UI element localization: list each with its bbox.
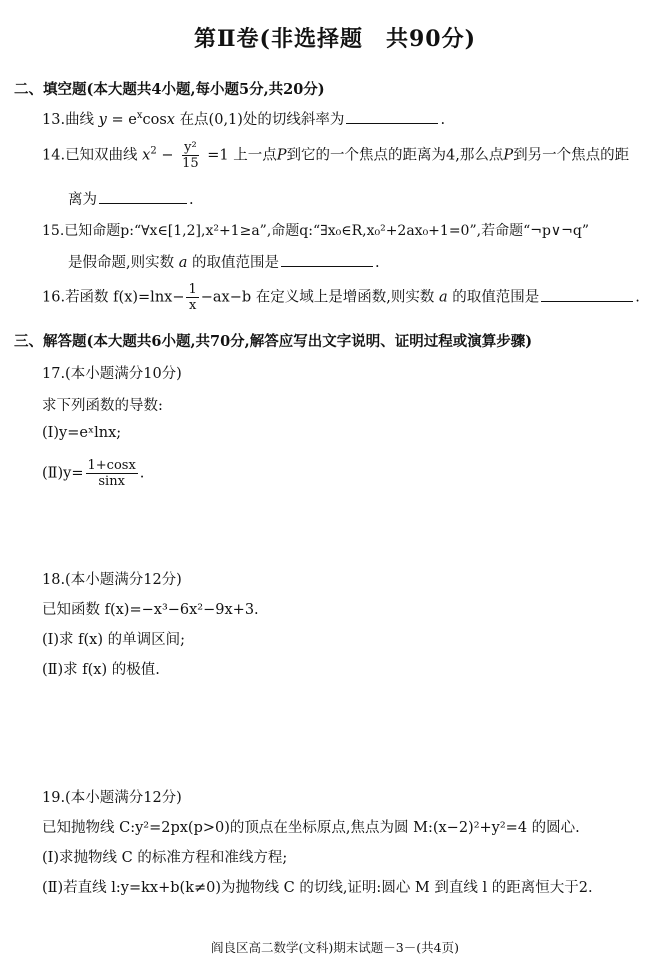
question-19-part-1: (Ⅰ)求抛物线 C 的标准方程和准线方程; bbox=[42, 850, 288, 866]
q16-fraction: $\frac{1}{x}$ bbox=[188, 282, 197, 313]
answer-blank[interactable] bbox=[99, 202, 187, 204]
answer-blank[interactable] bbox=[346, 122, 438, 124]
question-17-heading: 17.(本小题满分10分) bbox=[42, 366, 182, 382]
question-19-heading: 19.(本小题满分12分) bbox=[42, 790, 182, 806]
page-footer: 阎良区高二数学(文科)期末试题－3－(共4页) bbox=[211, 940, 459, 955]
question-15-continued: 是假命题,则实数 a 的取值范围是 . bbox=[68, 255, 380, 271]
page-title: 第Ⅱ卷(非选择题 共90分) bbox=[194, 26, 476, 52]
question-14-continued: 离为 . bbox=[68, 192, 194, 208]
question-17-part-1: (Ⅰ)y=eˣlnx; bbox=[42, 425, 122, 441]
section-fill-in-heading: 二、填空题(本大题共4小题,每小题5分,共20分) bbox=[14, 81, 325, 98]
q13-curve-formula: y bbox=[98, 112, 107, 128]
question-19-intro: 已知抛物线 C:y²=2px(p>0)的顶点在坐标原点,焦点为圆 M:(x−2)²+y²=4 的圆心. bbox=[42, 820, 580, 836]
question-17-intro: 求下列函数的导数: bbox=[42, 398, 163, 414]
q14-fraction: $\frac{\text{y²}}{15}$ bbox=[182, 140, 199, 171]
question-19-part-2: (Ⅱ)若直线 l:y=kx+b(k≠0)为抛物线 C 的切线,证明:圆心 M 到直线 l 的距离恒大于2. bbox=[42, 880, 593, 896]
question-13: 13.曲线 $y = e^x\cos x$ 在点(0,1)处的切线斜率为 . bbox=[42, 110, 446, 128]
section-solutions-heading: 三、解答题(本大题共6小题,共70分,解答应写出文字说明、证明过程或演算步骤) bbox=[14, 333, 533, 350]
question-18-part-1: (Ⅰ)求 f(x) 的单调区间; bbox=[42, 632, 186, 648]
question-14: 14.已知双曲线 $x^2$ − $\frac{\text{y²}}{15}$ =1 上一点P到它的一个焦点的距离为4,那么点P到另一个焦点的距 bbox=[42, 140, 630, 171]
question-18-intro: 已知函数 f(x)=−x³−6x²−9x+3. bbox=[42, 602, 259, 618]
question-17-part-2: (Ⅱ)y= $\frac{1+\cos x}{\sin x}$ . bbox=[42, 458, 145, 489]
q17-fraction: $\frac{1+\cos x}{\sin x}$ bbox=[87, 458, 136, 489]
answer-blank[interactable] bbox=[281, 265, 373, 267]
question-15: 15.已知命题p:“∀x∈[1,2],x²+1≥a”,命题q:“∃x₀∈R,x₀²+2ax₀+1=0”,若命题“¬p∨¬q” bbox=[42, 223, 590, 239]
question-16: 16.若函数 f(x)=lnx− $\frac{1}{x}$ −ax−b 在定义域上是增函数,则实数 a 的取值范围是 . bbox=[42, 282, 640, 313]
answer-blank[interactable] bbox=[541, 300, 633, 302]
question-18-part-2: (Ⅱ)求 f(x) 的极值. bbox=[42, 662, 160, 678]
question-18-heading: 18.(本小题满分12分) bbox=[42, 572, 182, 588]
